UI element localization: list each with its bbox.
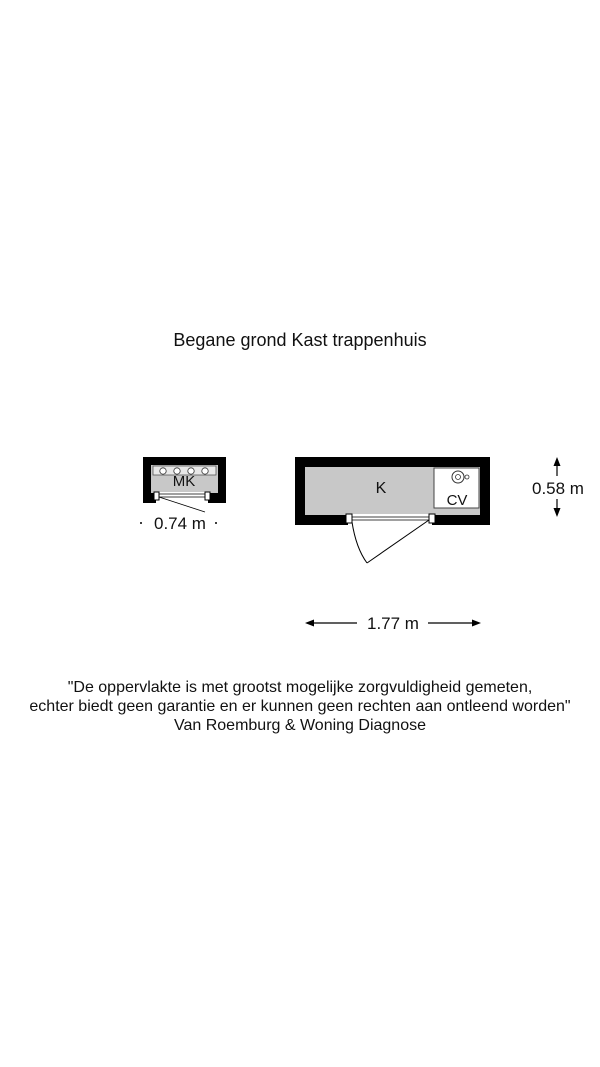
door-swing-leaf bbox=[367, 520, 429, 563]
door-jamb bbox=[205, 492, 210, 500]
arrow-left-icon bbox=[305, 620, 314, 627]
disclaimer-company: Van Roemburg & Woning Diagnose bbox=[174, 717, 426, 734]
mk-width-dimension bbox=[140, 514, 217, 533]
meter-icon bbox=[160, 468, 166, 474]
cv-boiler-icon bbox=[465, 475, 469, 479]
cv-boiler-icon bbox=[456, 475, 461, 480]
door-jamb bbox=[429, 514, 435, 523]
mk-width-label: 0.74 m bbox=[154, 514, 206, 533]
k-width-label: 1.77 m bbox=[367, 614, 419, 633]
door-swing-arc bbox=[352, 522, 367, 563]
dimension-tick bbox=[140, 522, 142, 524]
door-jamb bbox=[154, 492, 159, 500]
arrow-down-icon bbox=[554, 508, 561, 517]
k-depth-label: 0.58 m bbox=[532, 479, 584, 498]
disclaimer-line: "De oppervlakte is met grootst mogelijke zorgvuldigheid gemeten, bbox=[67, 679, 533, 696]
meter-icon bbox=[202, 468, 208, 474]
k-width-dimension bbox=[305, 614, 481, 633]
arrow-right-icon bbox=[472, 620, 481, 627]
disclaimer bbox=[0, 678, 600, 735]
cv-label: CV bbox=[446, 492, 468, 509]
floor-title: Begane grond Kast trappenhuis bbox=[173, 330, 427, 350]
meterkast-room bbox=[143, 457, 226, 512]
meterkast-label: MK bbox=[172, 473, 196, 490]
door-jamb bbox=[346, 514, 352, 523]
disclaimer-line: echter biedt geen garantie en er kunnen geen rechten aan ontleend worden" bbox=[29, 698, 571, 715]
kast-label: K bbox=[375, 480, 387, 497]
dimension-tick bbox=[215, 522, 217, 524]
arrow-up-icon bbox=[554, 457, 561, 466]
kast-room bbox=[295, 457, 490, 563]
k-depth-dimension bbox=[532, 457, 584, 517]
